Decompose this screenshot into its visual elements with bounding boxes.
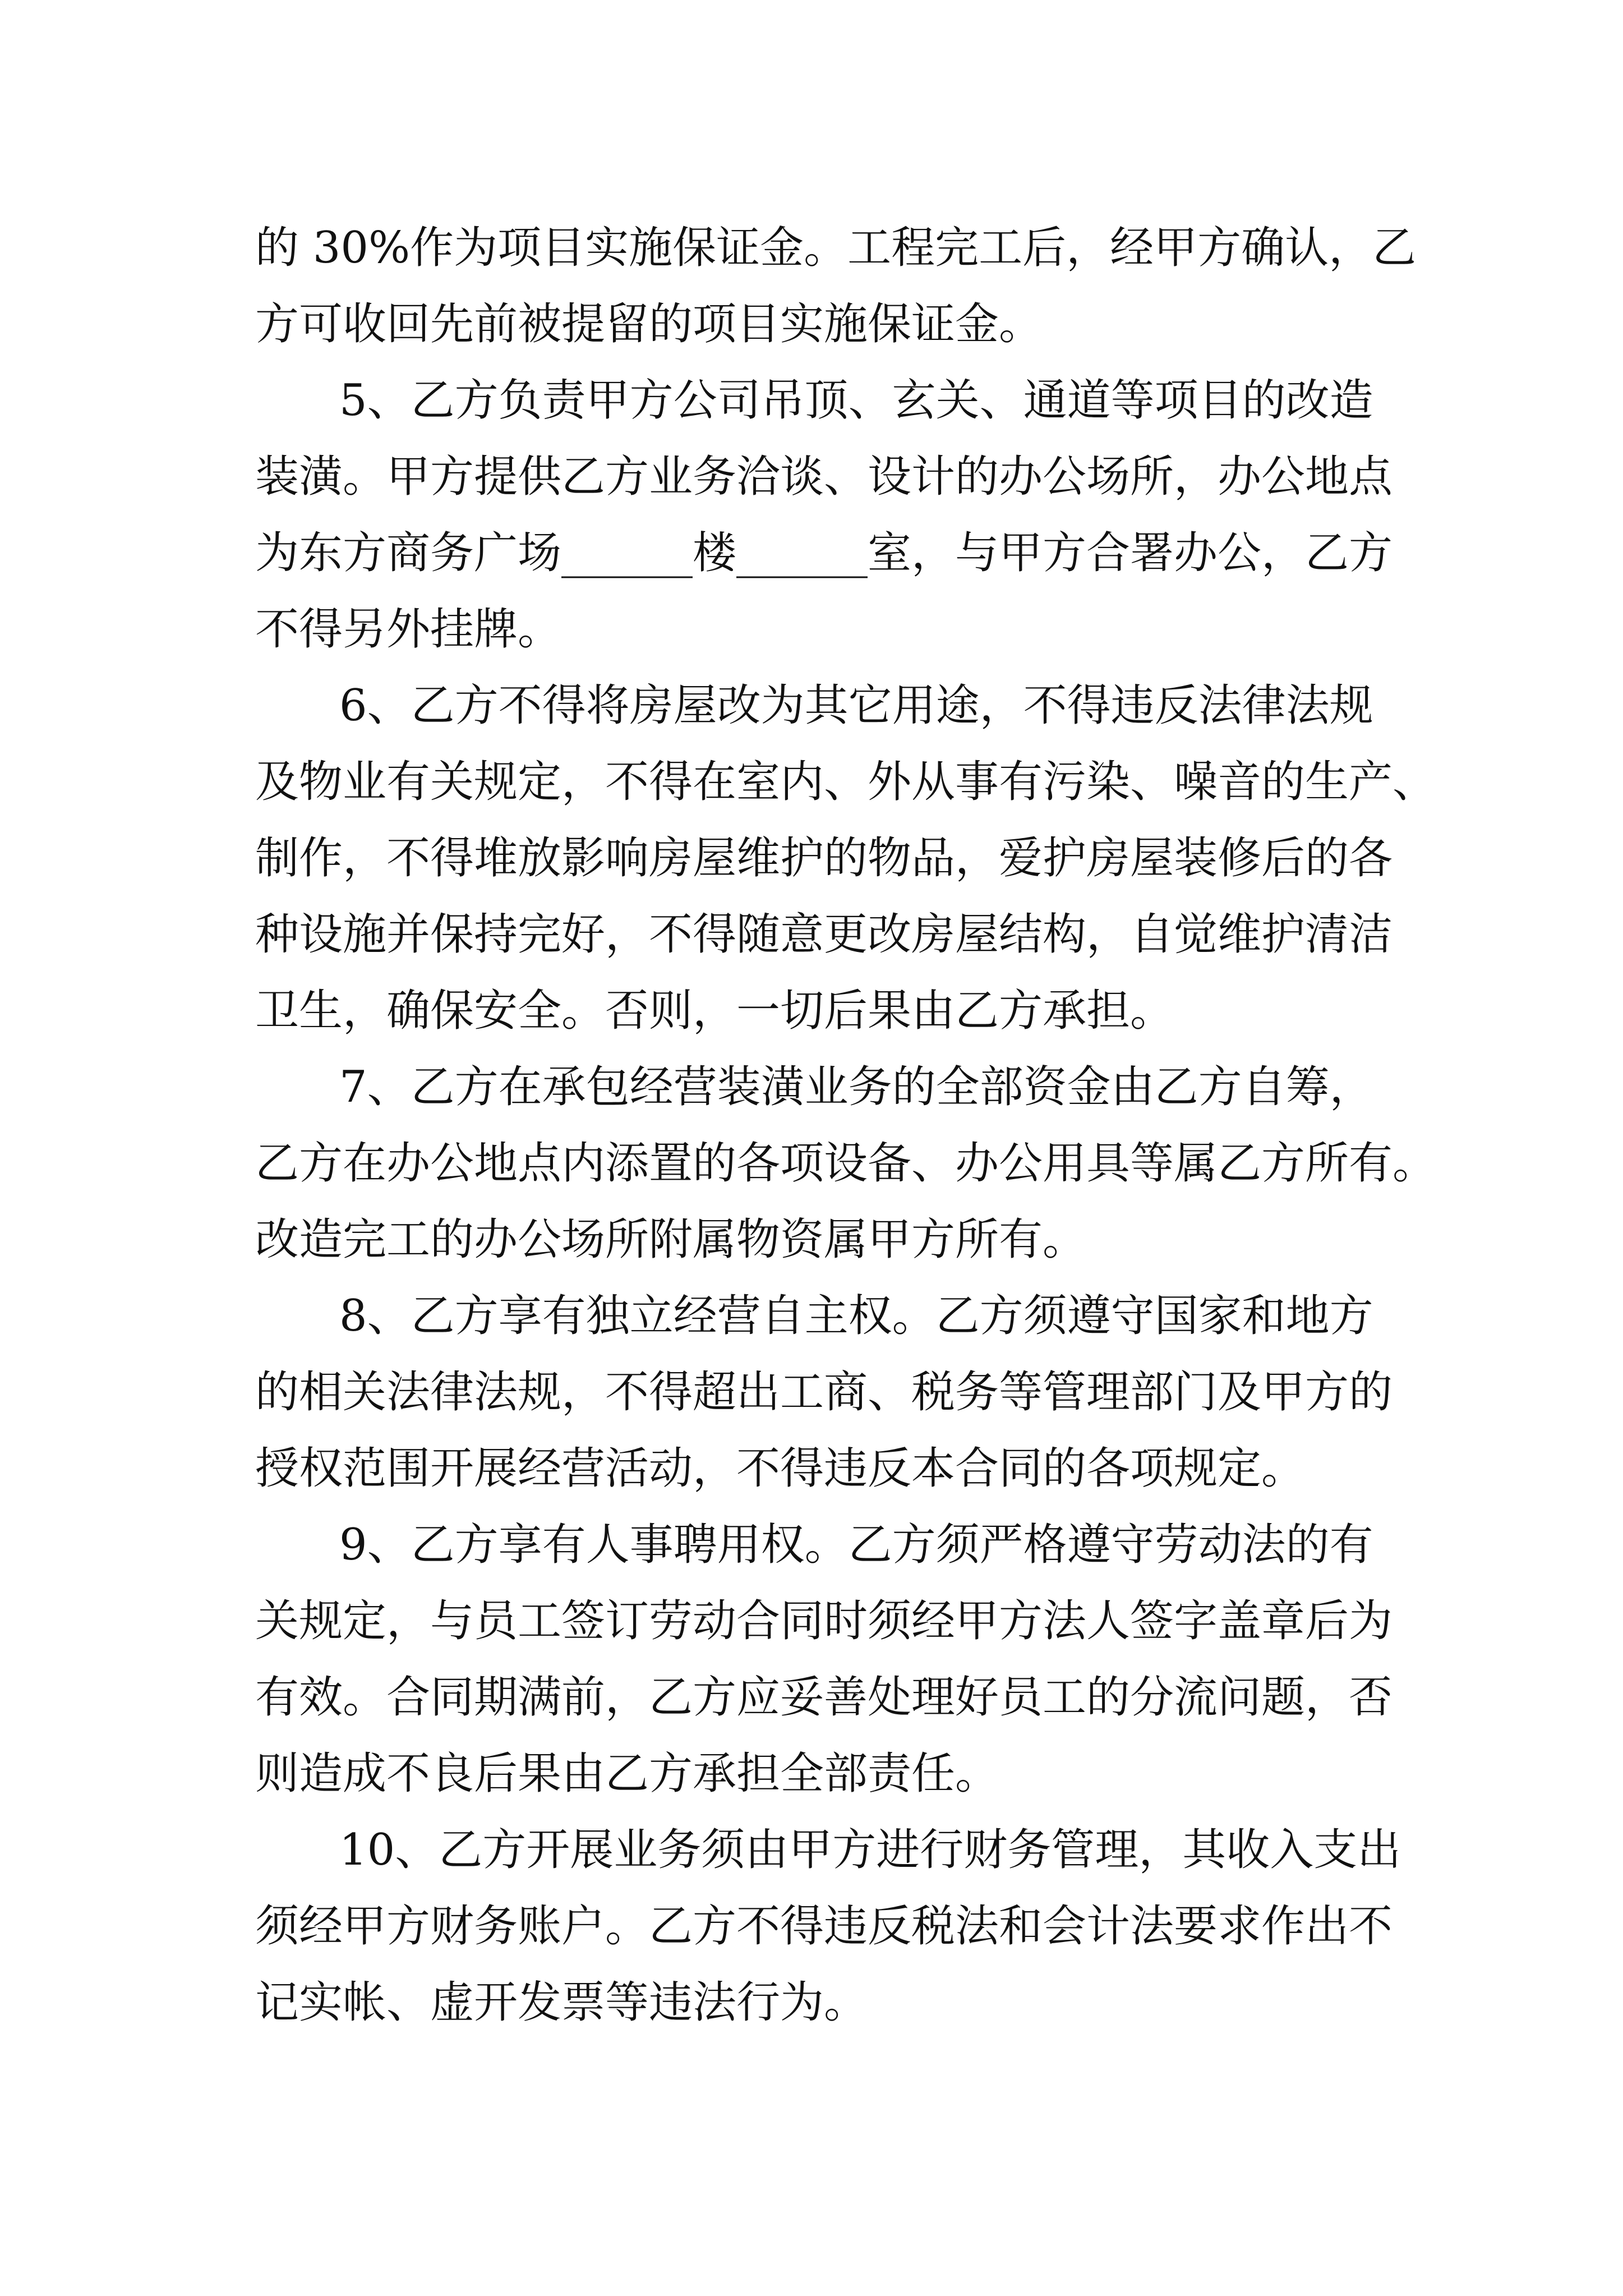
- text-line: 关规定，与员工签订劳动合同时须经甲方法人签字盖章后为: [255, 1596, 1393, 1646]
- text-line: 种设施并保持完好，不得随意更改房屋结构，自觉维护清洁: [255, 909, 1393, 960]
- paragraph-9-first-line: 9、乙方享有人事聘用权。乙方须严格遵守劳动法的有: [339, 1520, 1373, 1570]
- text-line: 不得另外挂牌。: [255, 604, 562, 655]
- text-line: 则造成不良后果由乙方承担全部责任。: [255, 1749, 999, 1799]
- text-line: 须经甲方财务账户。乙方不得违反税法和会计法要求作出不: [255, 1901, 1393, 1952]
- text-line: 记实帐、虚开发票等违法行为。: [255, 1977, 868, 2028]
- text-line: 及物业有关规定，不得在室内、外从事有污染、噪音的生产、: [255, 757, 1437, 807]
- paragraph-7-first-line: 7、乙方在承包经营装潢业务的全部资金由乙方自筹，: [339, 1062, 1373, 1112]
- text-line: 制作，不得堆放影响房屋维护的物品，爱护房屋装修后的各: [255, 833, 1393, 884]
- text-line: 方可收回先前被提留的项目实施保证金。: [255, 299, 1043, 349]
- text-line: 授权范围开展经营活动，不得违反本合同的各项规定。: [255, 1443, 1306, 1494]
- paragraph-6-first-line: 6、乙方不得将房屋改为其它用途，不得违反法律法规: [339, 680, 1373, 731]
- text-line: 的 30%作为项目实施保证金。工程完工后，经甲方确认，乙: [255, 223, 1417, 273]
- text-line: 乙方在办公地点内添置的各项设备、办公用具等属乙方所有。: [255, 1138, 1437, 1189]
- paragraph-10-first-line: 10、乙方开展业务须由甲方进行财务管理，其收入支出: [339, 1825, 1401, 1875]
- text-line: 的相关法律法规，不得超出工商、税务等管理部门及甲方的: [255, 1367, 1393, 1418]
- text-line: 改造完工的办公场所附属物资属甲方所有。: [255, 1214, 1087, 1265]
- text-line: 有效。合同期满前，乙方应妥善处理好员工的分流问题，否: [255, 1672, 1393, 1723]
- paragraph-8-first-line: 8、乙方享有独立经营自主权。乙方须遵守国家和地方: [339, 1291, 1373, 1341]
- text-line: 卫生，确保安全。否则，一切后果由乙方承担。: [255, 986, 1174, 1036]
- text-line: 装潢。甲方提供乙方业务洽谈、设计的办公场所，办公地点: [255, 452, 1393, 502]
- paragraph-5-first-line: 5、乙方负责甲方公司吊顶、玄关、通道等项目的改造: [339, 375, 1373, 426]
- text-line: 为东方商务广场______楼______室，与甲方合署办公，乙方: [255, 528, 1393, 578]
